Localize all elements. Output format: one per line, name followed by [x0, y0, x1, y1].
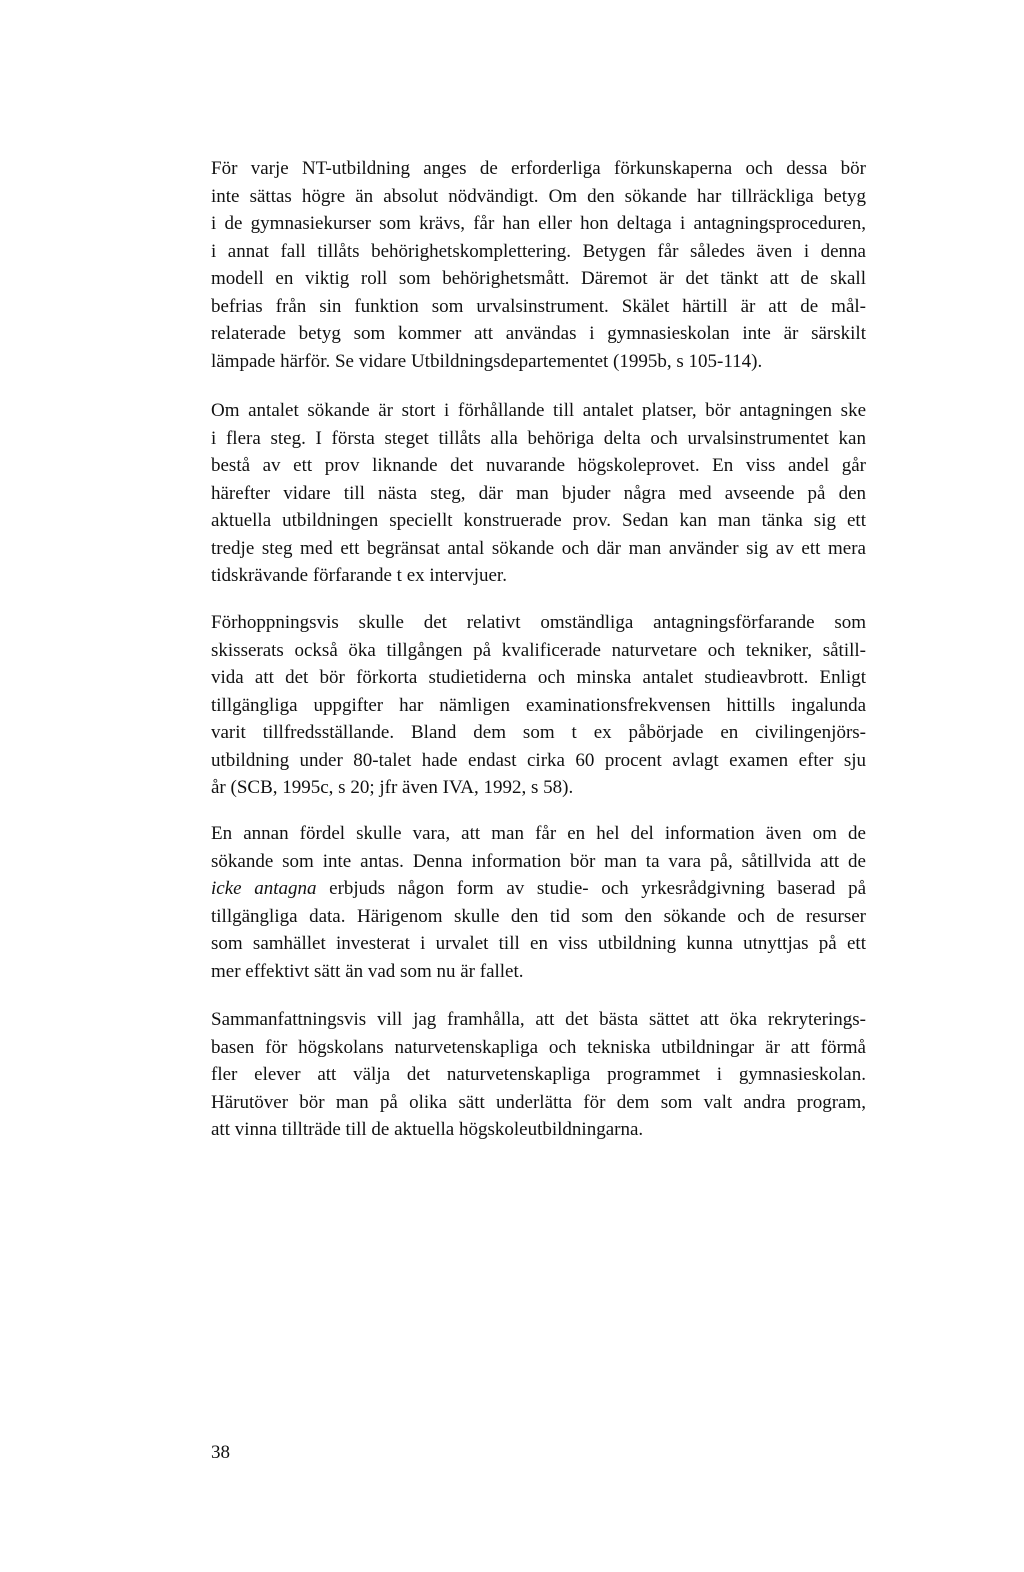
line-rest: erbjuds någon form av studie- och yrkesrådgivning baserad på: [316, 878, 866, 899]
text-line: som samhället investerat i urvalet till en viss utbildning kunna utnyttjas på ett: [211, 933, 866, 954]
text-line: mer effektivt sätt än vad som nu är fallet.: [211, 960, 524, 982]
text-line: basen för högskolans naturvetenskapliga och tekniska utbildningar är att förmå: [211, 1036, 866, 1058]
italic-phrase: icke antagna: [211, 878, 317, 899]
text-line: i flera steg. I första steget tillåts alla behöriga delta och urvalsinstrumentet kan: [211, 427, 866, 449]
text-line: i de gymnasiekurser som krävs, får han eller hon deltaga i antagningsproceduren,: [211, 213, 866, 234]
text-line: aktuella utbildningen speciellt konstruerade prov. Sedan kan man tänka sig ett: [211, 510, 866, 531]
text-line: skisserats också öka tillgången på kvalificerade naturvetare och tekniker, såtill-: [211, 639, 866, 661]
body-text: [211, 820, 866, 985]
paragraph-4: [211, 820, 866, 985]
text-line: att vinna tillträde till de aktuella högskoleutbildningarna.: [211, 1119, 644, 1140]
page-number: 38: [211, 1442, 230, 1463]
text-line: inte sättas högre än absolut nödvändigt. Om den sökande har tillräckliga betyg: [211, 185, 866, 207]
text-line: Förhoppningsvis skulle det relativt omständliga antagningsförfarande som: [211, 612, 866, 633]
text-line: år (SCB, 1995c, s 20; jfr även IVA, 1992, s 58).: [211, 777, 574, 798]
text-line: sökande som inte antas. Denna information bör man ta vara på, såtillvida att de: [211, 850, 866, 872]
text-line: bestå av ett prov liknande det nuvarande högskoleprovet. En viss andel går: [211, 455, 866, 476]
body-text: [211, 155, 866, 375]
text-line: relaterade betyg som kommer att användas i gymnasieskolan inte är särskilt: [211, 323, 866, 344]
text-line: befrias från sin funktion som urvalsinstrument. Skälet härtill är att de mål-: [211, 295, 866, 317]
text-line: tillgängliga uppgifter har nämligen examinationsfrekvensen hittills ingalunda: [211, 694, 866, 716]
body-text: [211, 609, 866, 802]
text-line: tredje steg med ett begränsat antal sökande och där man använder sig av ett mera: [211, 537, 866, 559]
paragraph-2: [211, 397, 866, 590]
text-line: härefter vidare till nästa steg, där man bjuder några med avseende på den: [211, 482, 866, 504]
text-line: vida att det bör förkorta studietiderna och minska antalet studieavbrott. Enligt: [211, 667, 866, 688]
body-text: [211, 1006, 866, 1144]
paragraph-3: [211, 609, 866, 802]
text-line: i annat fall tillåts behörighetskomplettering. Betygen får således även i denna: [211, 240, 866, 262]
text-line: Sammanfattningsvis vill jag framhålla, att det bästa sättet att öka rekryterings-: [211, 1009, 866, 1030]
text-line: fler elever att välja det naturvetenskapliga programmet i gymnasieskolan.: [211, 1064, 866, 1085]
text-line: För varje NT-utbildning anges de erforderliga förkunskaperna och dessa bör: [211, 158, 866, 179]
text-line: tidskrävande förfarande t ex intervjuer.: [211, 565, 507, 586]
body-text: [211, 397, 866, 590]
text-line: modell en viktig roll som behörighetsmått. Däremot är det tänkt att de skall: [211, 268, 866, 289]
text-line: tillgängliga data. Härigenom skulle den tid som den sökande och de resurser: [211, 905, 866, 927]
text-line: En annan fördel skulle vara, att man får en hel del information även om de: [211, 823, 866, 844]
paragraph-1: [211, 155, 866, 375]
paragraph-5: [211, 1006, 866, 1144]
text-line: [211, 875, 866, 903]
text-line: varit tillfredsställande. Bland dem som t ex påbörjade en civilingenjörs-: [211, 722, 866, 743]
text-line: lämpade härför. Se vidare Utbildningsdepartementet (1995b, s 105-114).: [211, 350, 763, 372]
text-line: utbildning under 80-talet hade endast cirka 60 procent avlagt examen efter sju: [211, 749, 866, 771]
text-line: Härutöver bör man på olika sätt underlätta för dem som valt andra program,: [211, 1091, 866, 1113]
text-line: Om antalet sökande är stort i förhållande till antalet platser, bör antagningen ske: [211, 400, 866, 421]
